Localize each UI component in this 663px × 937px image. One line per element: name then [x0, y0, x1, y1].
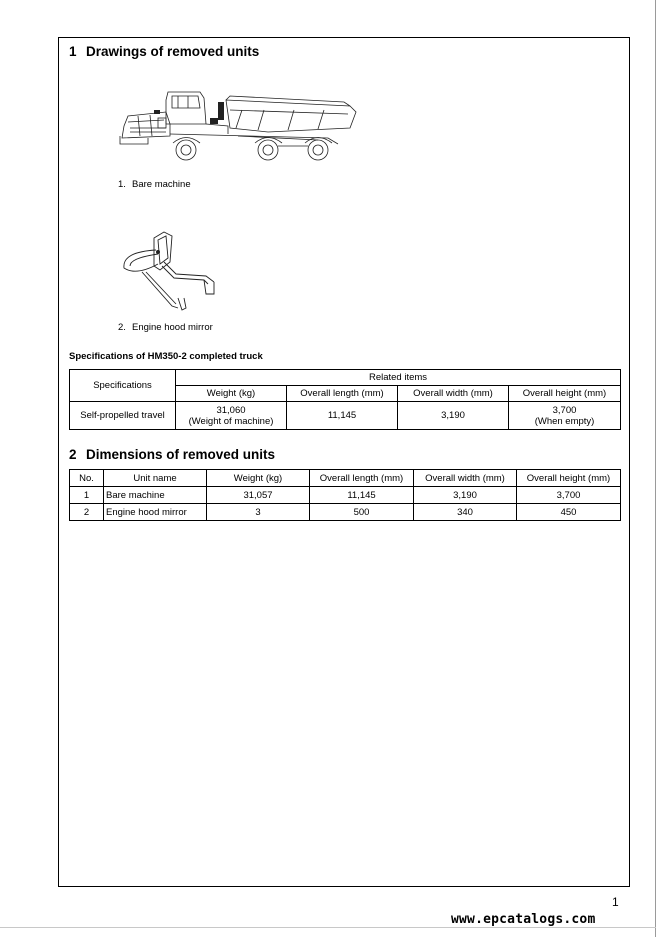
dim-row-2-no: 2 — [70, 504, 104, 521]
dim-header-no: No. — [70, 470, 104, 487]
dim-row-1-unit-name: Bare machine — [104, 487, 207, 504]
dim-row-1-no: 1 — [70, 487, 104, 504]
spec-header-weight: Weight (kg) — [176, 386, 287, 402]
spec-height-cell — [509, 402, 621, 430]
spec-table — [69, 369, 621, 430]
figure-1-caption — [118, 179, 191, 190]
spec-corner-cell: Specifications — [70, 370, 176, 402]
section-1-heading — [69, 44, 259, 59]
section-1-title: Drawings of removed units — [86, 44, 260, 59]
spec-header-width: Overall width (mm) — [398, 386, 509, 402]
spec-table-title: Specifications of HM350-2 completed truck — [69, 351, 263, 362]
watermark-text: www.epcatalogs.com — [451, 912, 596, 927]
page-number: 1 — [612, 895, 619, 909]
table-row — [70, 487, 621, 504]
table-row — [70, 504, 621, 521]
dim-row-2-unit-name: Engine hood mirror — [104, 504, 207, 521]
dim-header-width: Overall width (mm) — [414, 470, 517, 487]
spec-header-length: Overall length (mm) — [287, 386, 398, 402]
dim-row-1-height: 3,700 — [517, 487, 621, 504]
dimensions-table — [69, 469, 621, 521]
page-edge-right — [655, 0, 656, 937]
spec-weight-value: 31,060 — [216, 404, 246, 416]
spec-height-note: (When empty) — [534, 415, 595, 427]
figure-2-caption — [118, 322, 213, 333]
figure-1-label: Bare machine — [132, 179, 191, 190]
page-edge-bottom — [0, 927, 656, 928]
dim-row-1-weight: 31,057 — [207, 487, 310, 504]
figure-1-number: 1. — [118, 179, 126, 190]
dim-row-1-length: 11,145 — [310, 487, 414, 504]
spec-row-label: Self-propelled travel — [70, 402, 176, 430]
section-1-number: 1 — [69, 44, 77, 59]
section-2-heading — [69, 447, 275, 462]
dim-header-unit-name: Unit name — [104, 470, 207, 487]
section-2-number: 2 — [69, 447, 77, 462]
dim-row-2-length: 500 — [310, 504, 414, 521]
dim-row-2-width: 340 — [414, 504, 517, 521]
dimensions-header-row — [70, 470, 621, 487]
spec-weight-note: (Weight of machine) — [188, 415, 274, 427]
dim-row-1-width: 3,190 — [414, 487, 517, 504]
dim-row-2-weight: 3 — [207, 504, 310, 521]
mirror-drawing — [118, 228, 228, 318]
spec-group-header: Related items — [176, 370, 621, 386]
dim-header-length: Overall length (mm) — [310, 470, 414, 487]
spec-width-value: 3,190 — [398, 402, 509, 430]
section-2-title: Dimensions of removed units — [86, 447, 276, 462]
spec-weight-cell — [176, 402, 287, 430]
dim-header-height: Overall height (mm) — [517, 470, 621, 487]
spec-height-value: 3,700 — [552, 404, 577, 416]
spec-header-height: Overall height (mm) — [509, 386, 621, 402]
dump-truck-drawing — [118, 88, 358, 168]
figure-2-label: Engine hood mirror — [132, 322, 213, 333]
spec-length-value: 11,145 — [287, 402, 398, 430]
dim-header-weight: Weight (kg) — [207, 470, 310, 487]
figure-2-number: 2. — [118, 322, 126, 333]
dim-row-2-height: 450 — [517, 504, 621, 521]
